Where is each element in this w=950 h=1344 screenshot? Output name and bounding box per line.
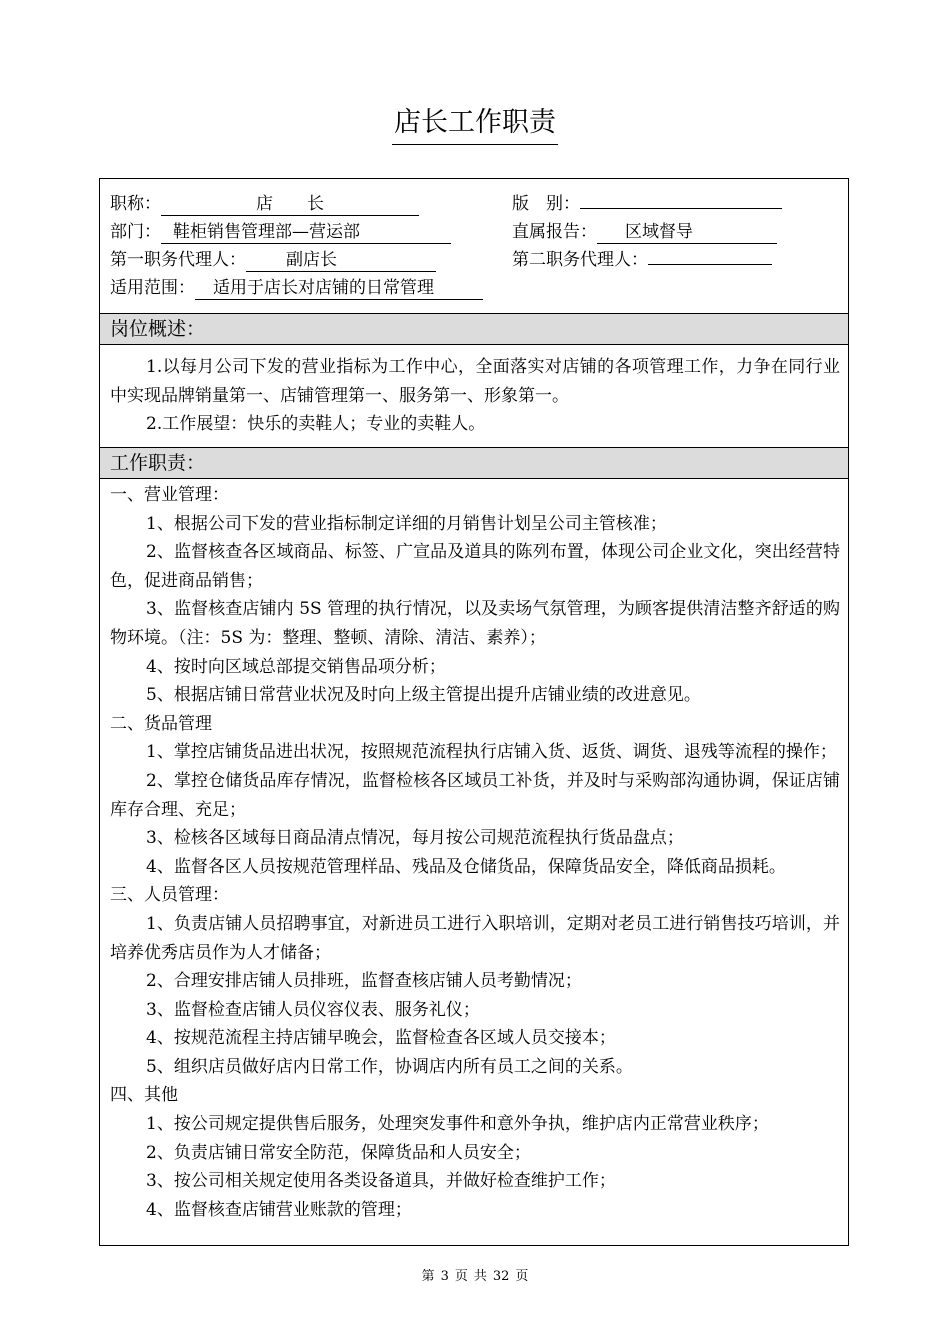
- overview-item: 2.工作展望：快乐的卖鞋人；专业的卖鞋人。: [146, 414, 486, 435]
- agent1-value: 副店长: [246, 249, 436, 272]
- duty-item: 2、监督核查各区域商品、标签、广宣品及道具的陈列布置，体现公司企业文化，突出经营特色，促进商品销售；: [110, 542, 840, 591]
- report-value: 区域督导: [597, 221, 777, 244]
- info-row-version: [512, 190, 782, 218]
- info-row-title: [110, 190, 419, 218]
- section-title-other: 四、其他: [110, 1085, 178, 1106]
- info-row-agent2: [512, 246, 772, 274]
- overview-block: [110, 353, 840, 439]
- page-footer: [0, 1268, 950, 1286]
- duty-item: 4、监督各区人员按规范管理样品、残品及仓储货品，保障货品安全，降低商品损耗。: [146, 856, 786, 877]
- scope-value: 适用于店长对店铺的日常管理: [195, 277, 483, 300]
- version-label: 版 别：: [512, 194, 580, 214]
- footer-prefix: 第: [421, 1269, 435, 1284]
- version-value: [580, 208, 782, 209]
- footer-page-number: 3: [440, 1269, 449, 1284]
- info-row-scope: [110, 274, 483, 302]
- info-row-agent1: [110, 246, 436, 274]
- overview-heading: 岗位概述：: [100, 313, 848, 345]
- footer-mid1: 页: [454, 1269, 468, 1284]
- duty-item: 1、掌控店铺货品进出状况，按照规范流程执行店铺入货、返货、调货、退残等流程的操作；: [146, 742, 837, 763]
- duty-item: 3、监督核查店铺内 5S 管理的执行情况，以及卖场气氛管理，为顾客提供清洁整齐舒适的购物环境。（注：5S 为：整理、整顿、清除、清洁、素养）；: [110, 599, 840, 648]
- report-label: 直属报告：: [512, 222, 597, 242]
- duty-item: 2、负责店铺日常安全防范，保障货品和人员安全；: [146, 1142, 531, 1163]
- document-title-wrap: [0, 104, 950, 144]
- scope-label: 适用范围：: [110, 278, 195, 298]
- info-row-report: [512, 218, 777, 246]
- section-title-goods: 二、货品管理: [110, 713, 212, 734]
- section-title-sales: 一、营业管理：: [110, 485, 229, 505]
- duty-item: 5、组织店员做好店内日常工作，协调店内所有员工之间的关系。: [146, 1056, 633, 1077]
- duty-item: 4、按时向区域总部提交销售品项分析；: [146, 656, 446, 677]
- agent2-value: [648, 264, 772, 265]
- duty-item: 5、根据店铺日常营业状况及时向上级主管提出提升店铺业绩的改进意见。: [146, 685, 701, 706]
- duty-item: 3、监督检查店铺人员仪容仪表、服务礼仪；: [146, 999, 480, 1020]
- duties-heading: 工作职责：: [100, 447, 848, 479]
- duty-item: 2、合理安排店铺人员排班，监督查核店铺人员考勤情况；: [146, 971, 582, 992]
- info-row-dept: [110, 218, 451, 246]
- duties-block: [110, 481, 840, 1224]
- duty-item: 4、按规范流程主持店铺早晚会，监督检查各区域人员交接本；: [146, 1028, 616, 1049]
- title-label: 职称：: [110, 194, 161, 214]
- agent1-label: 第一职务代理人：: [110, 250, 246, 270]
- document-title: 店长工作职责: [392, 104, 558, 145]
- duty-item: 1、按公司规定提供售后服务，处理突发事件和意外争执，维护店内正常营业秩序；: [146, 1114, 769, 1135]
- duty-item: 3、检核各区域每日商品清点情况，每月按公司规范流程执行货品盘点；: [146, 828, 684, 849]
- duty-item: 4、监督核查店铺营业账款的管理；: [146, 1199, 412, 1220]
- agent2-label: 第二职务代理人：: [512, 250, 648, 270]
- duty-table: [99, 178, 849, 1246]
- footer-suffix: 页: [515, 1269, 529, 1284]
- title-value: 店 长: [161, 193, 419, 216]
- footer-mid2: 共: [473, 1269, 487, 1284]
- duty-item: 2、掌控仓储货品库存情况，监督检核各区域员工补货，并及时与采购部沟通协调，保证店铺库存合理、充足；: [110, 770, 840, 820]
- duty-item: 1、负责店铺人员招聘事宜，对新进员工进行入职培训，定期对老员工进行销售技巧培训，并培养优秀店员作为人才储备；: [110, 913, 840, 963]
- dept-value: 鞋柜销售管理部—营运部: [161, 221, 451, 244]
- info-block: [100, 179, 848, 313]
- duty-item: 1、根据公司下发的营业指标制定详细的月销售计划呈公司主管核准；: [146, 513, 667, 534]
- dept-label: 部门：: [110, 222, 161, 242]
- overview-item: 1.以每月公司下发的营业指标为工作中心，全面落实对店铺的各项管理工作，力争在同行业中实现品牌销量第一、店铺管理第一、服务第一、形象第一。: [110, 357, 840, 406]
- section-title-staff: 三、人员管理：: [110, 885, 229, 906]
- duty-item: 3、按公司相关规定使用各类设备道具，并做好检查维护工作；: [146, 1171, 616, 1192]
- footer-total-pages: 32: [492, 1269, 510, 1284]
